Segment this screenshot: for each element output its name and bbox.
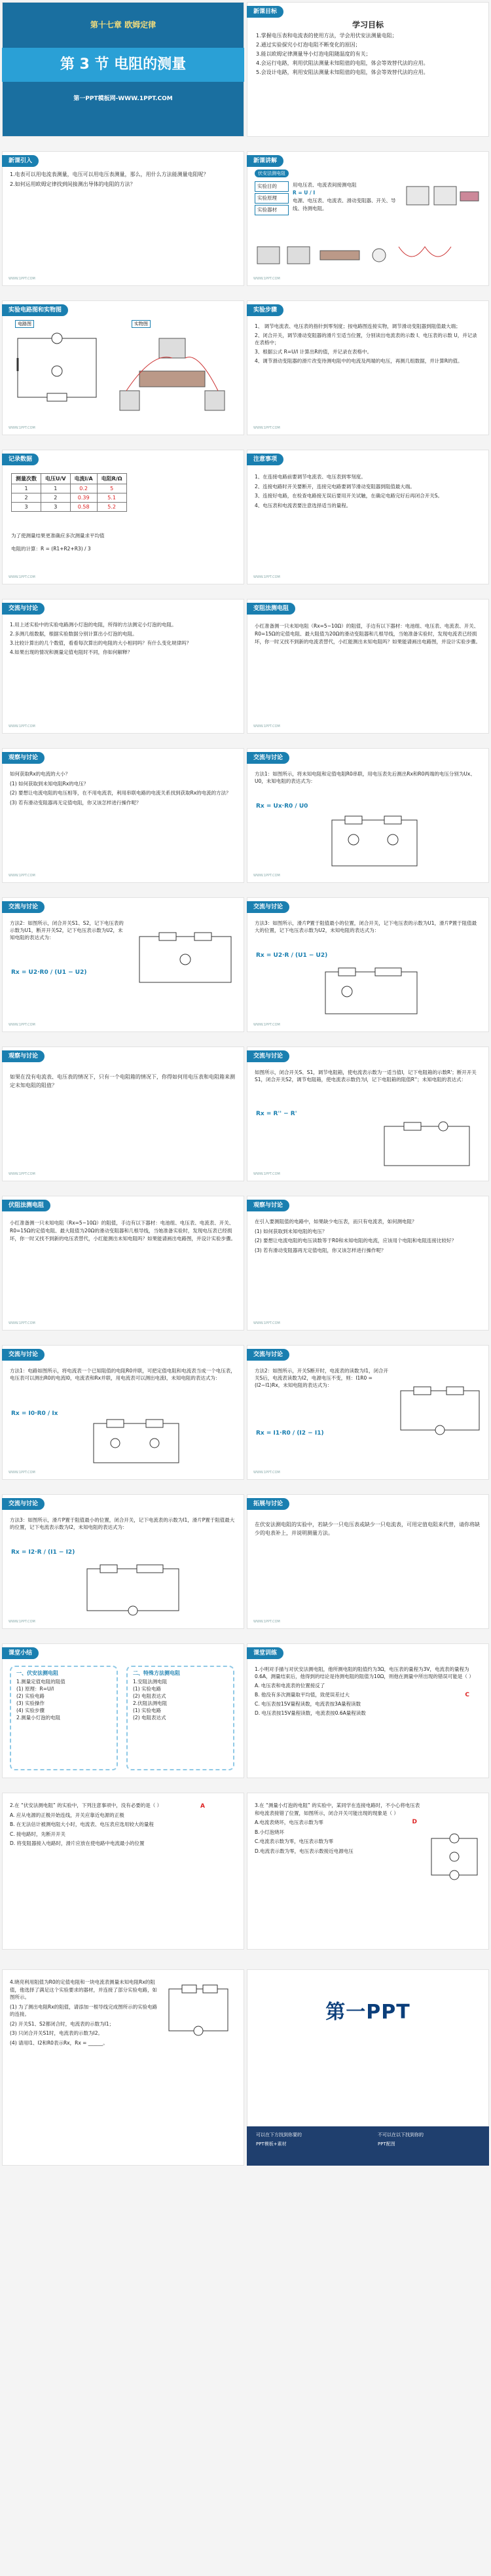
notes-slide[interactable]: [247, 450, 489, 584]
steps-banner: 实验步骤: [247, 304, 283, 316]
ammeter-icon: [111, 1439, 120, 1448]
table-cell: 2: [41, 493, 71, 503]
record-slide[interactable]: [2, 450, 244, 584]
summary-left-title: 一、伏安法测电阻: [16, 1670, 58, 1676]
ad-line[interactable]: PPT模板+素材: [256, 2141, 287, 2147]
circuit-photo: [113, 332, 238, 417]
exercise-option: A.电流表烧坏，电压表示数为零: [255, 1819, 323, 1825]
voltmeter-icon: [180, 954, 191, 965]
steps-slide[interactable]: [247, 300, 489, 435]
resistor-icon: [146, 1420, 163, 1427]
method1-text: 方法1：如图所示，将未知电阻和定值电阻R0串联，用电压表先后测出Rx和R0两端的电压分别为Ux、U0，未知电阻的表达式为：: [255, 771, 475, 784]
ad-line[interactable]: 不可以在以下找到你的: [378, 2132, 424, 2138]
exercise3-body: [255, 1802, 424, 1857]
exercise-option: A. 电压表和电流表的位置接反了: [255, 1683, 325, 1689]
discuss1-slide[interactable]: [2, 599, 244, 734]
lecture-label: 实验原理: [255, 193, 289, 204]
wire-icon: [399, 247, 451, 257]
resistor-icon: [203, 1985, 217, 1993]
lecture-slide[interactable]: [247, 151, 489, 286]
footer-url: WWW.1PPT.COM: [253, 874, 280, 878]
intro-body: [10, 171, 236, 190]
discuss2-slide[interactable]: [2, 748, 244, 883]
ammeter-text: 小红准备测一只未知电阻（Rx=5~10Ω）的阻值，手边有以下器材：电池组、电压表、电流表、开关、R0=15Ω的定值电阻、最大阻值为20Ω的滑动变阻器和几根导线，当她准备实验时，发现电压表已经损坏，你一时又找不到新的电压表替代，小红能测出未知电阻吗？如果能请画出电路图，并设计实验步骤。: [10, 1220, 236, 1242]
record-avg: 电阻的计算：R = (R1+R2+R3) / 3: [11, 546, 91, 552]
cover-chapter: 第十七章 欧姆定律: [90, 20, 156, 29]
ammeter-icon: [434, 187, 456, 205]
discuss4-banner: 观察与讨论: [247, 1200, 289, 1211]
summary-item: (1) 实验电路: [133, 1708, 162, 1713]
ad-slide[interactable]: [247, 1969, 489, 2166]
resistor-icon: [100, 1565, 117, 1573]
discuss3-banner: 观察与讨论: [2, 1050, 45, 1062]
exercise-option: B. 他没有多次测量取平均值，致使误差过大: [255, 1692, 350, 1698]
intro-item: 1.电表可以用电流表测量，电压可以用电压表测量，那么，用什么方法能测量电阻呢？: [10, 171, 209, 177]
summary-item: 1.测量定值电阻的阻值: [16, 1679, 65, 1685]
footer-url: WWW.1PPT.COM: [253, 1023, 280, 1027]
objective-item: 2.通过实验探究小灯泡电阻不断变化的原因；: [256, 42, 361, 48]
method1-formula: Rx = Ux·R0 / U0: [256, 803, 308, 810]
step-item: 3、根据公式 R=U/I 计算出R的值，并记录在表格中。: [255, 349, 372, 355]
discuss1-banner: 交流与讨论: [2, 603, 45, 615]
record-banner: 记录数据: [2, 454, 39, 465]
objective-item: 1.掌握电压表和电流表的使用方法，学会用伏安法测量电阻；: [256, 33, 397, 39]
note-item: 2、连接电路时开关要断开，连接完电路要调节滑动变阻器到阻值最大端。: [255, 483, 415, 490]
discuss-item: (3) 若有滑动变阻器再无定值电阻，你又该怎样进行操作呢？: [10, 799, 141, 806]
note-item: 4、电压表和电流表要注意选择适当的量程。: [255, 502, 352, 509]
method5-banner: 交流与讨论: [2, 1349, 45, 1361]
ad-line[interactable]: PPT配图: [378, 2141, 395, 2147]
circuit-diagram: [11, 332, 103, 410]
footer-url: WWW.1PPT.COM: [253, 724, 280, 728]
summary-item: (2) 电阻表达式: [133, 1693, 166, 1699]
method6-banner: 交流与讨论: [247, 1349, 289, 1361]
method2-slide[interactable]: [2, 897, 244, 1032]
intro-banner: 新课引入: [2, 155, 39, 167]
resistor-icon: [414, 1387, 431, 1395]
exercise-item: (3) 只闭合开关S1时，电流表的示数为I2。: [10, 2030, 103, 2036]
objective-item: 3.能以欧姆定律测量导小灯泡电阻随温度的有关；: [256, 51, 371, 57]
discuss-item: 在引入要测阻值的电路中，如果缺少电压表，而只有电流表，如何测电阻？: [255, 1219, 417, 1225]
lecture-equipment: 电源、电压表、电流表、滑动变阻器、开关、导线、待测电阻。: [293, 198, 396, 211]
footer-url: WWW.1PPT.COM: [9, 426, 35, 430]
ad-logo-box: [247, 1995, 489, 2024]
exercise2-answer: A: [200, 1803, 205, 1810]
table-cell: 0.58: [70, 503, 97, 512]
discuss3-text: 如果在没有电流表、电压表的情况下，只有一个电阻箱的情况下，你得如何用电压表和电阻箱来测定未知电阻的阻值？: [10, 1074, 235, 1088]
ammeter-icon: [435, 1425, 445, 1435]
voltmeter-icon: [388, 834, 398, 845]
summary-item: (1) 原理：R=U/I: [16, 1686, 54, 1692]
table-header: 电流I/A: [70, 474, 97, 484]
discuss-item: (1) 如何获取到未知电阻Rx的电压？: [10, 780, 89, 787]
ammeter-icon: [439, 1122, 448, 1131]
meter-illustration: [404, 180, 481, 219]
rheostat-icon: [460, 192, 479, 201]
rheostat-icon: [375, 968, 401, 976]
resistor-icon: [194, 933, 211, 940]
method4-banner: 交流与讨论: [247, 1050, 289, 1062]
discuss3-slide[interactable]: [2, 1046, 244, 1181]
table-cell: 1: [41, 484, 71, 493]
discuss5-slide[interactable]: [247, 1494, 489, 1629]
rheostat-icon: [137, 1565, 163, 1573]
exercise-option: B.小灯泡烧坏: [255, 1829, 285, 1835]
exercise1-banner: 课堂训练: [247, 1647, 283, 1659]
ad-footer: [247, 2126, 489, 2166]
steps-body: [255, 323, 481, 367]
exercise-option: C. 电压表按15V量程读数，电流表按3A量程读数: [255, 1701, 361, 1707]
discuss4-body: [255, 1218, 481, 1256]
method1-banner: 交流与讨论: [247, 752, 289, 764]
summary-item: (4) 实验步骤: [16, 1708, 45, 1713]
exercise4-circuit: [162, 1982, 238, 2041]
method4-formula: Rx = R'' − R': [256, 1111, 297, 1117]
discuss5-text: 在伏安法测电阻的实验中，若缺少一只电压表或缺少一只电流表，可用定值电阻来代替，请你将缺少的电表补上，并说明测量方法。: [255, 1522, 480, 1536]
step-item: 1、 调节电流表、电压表的指针到零刻度；按电路图连接实物，调节滑动变阻器到阻值最大端；: [255, 323, 461, 329]
method3-slide[interactable]: [247, 897, 489, 1032]
table-header: 电阻R/Ω: [97, 474, 126, 484]
discuss-item: 1.用上述实验中的实验电路测小灯泡的电阻，所得的方法测定小灯泡的电阻。: [10, 622, 177, 628]
ammeter-icon: [450, 1870, 459, 1880]
step-item: 2、闭合开关，调节滑动变阻器的滑片至适当位置，分别读出电流表的示数 I、电压表的示数 U，并记录在表格中；: [255, 332, 477, 346]
footer-url: WWW.1PPT.COM: [253, 575, 280, 579]
summary-right-box: [126, 1666, 234, 1770]
lecture-formula: R = U / I: [293, 190, 316, 196]
discuss2-body: [10, 770, 236, 808]
rheostat-icon: [320, 251, 359, 260]
method7-banner: 交流与讨论: [2, 1498, 45, 1510]
footer-url: WWW.1PPT.COM: [9, 724, 35, 728]
method5-circuit: [87, 1417, 185, 1472]
method6-slide[interactable]: [247, 1345, 489, 1480]
exercise-question: 4.晓亮利用阻值为R0的定值电阻和一块电流表测量未知电阻Rx的阻值，他选择了满足这个实验要求的器材，并连接了部分实验电路，如图所示。: [10, 1979, 157, 2000]
method4-text: 如图所示，闭合开关S、S1，调节电阻箱，使电流表示数为一适当值I，记下电阻箱的示数R'；断开开关S1，闭合开关S2，调节电阻箱，使电流表示数仍为I，记下电阻箱的阻值R''；未知电阻的表达式：: [255, 1069, 477, 1082]
footer-url: WWW.1PPT.COM: [9, 575, 35, 579]
method6-text: 方法2：如图所示，开关S断开时，电流表的读数为I1，闭合开关S后，电流表读数为I2，电源电压不变，则：I1R0 = (I2−I1)Rx，未知电阻的表达式为：: [255, 1368, 389, 1388]
voltmeter-icon: [52, 366, 62, 376]
table-cell: 5.2: [97, 503, 126, 512]
method4-circuit: [378, 1120, 476, 1175]
circuit-photo-label: 实物图: [132, 320, 151, 328]
exercise-item: (4) 请用I1、I2和R0表示Rx，Rx = ______。: [10, 2039, 108, 2046]
footer-url: WWW.1PPT.COM: [253, 1471, 280, 1475]
discuss-item: (2) 要想让电流电阻的电压相等，在不用电流表，利用串联电路的电流关系找到获取Rx的电流的方法？: [10, 790, 231, 796]
exercise-option: C.电流表示数为零，电压表示数为零: [255, 1838, 334, 1844]
exercise1-body: [255, 1666, 481, 1719]
discuss-item: (1) 如何获取到未知电阻的电压？: [255, 1228, 327, 1234]
exercise4-body: [10, 1978, 159, 2048]
summary-banner: 课堂小结: [2, 1647, 39, 1659]
variant-banner: 变阻法测电阻: [247, 603, 295, 615]
table-row: [12, 484, 127, 493]
ammeter-icon: [194, 2026, 203, 2035]
table-cell: 3: [12, 503, 41, 512]
table-cell: 0.2: [70, 484, 97, 493]
exercise-option: D. 电压表按15V量程读数，电流表按0.6A量程读数: [255, 1710, 366, 1716]
method7-text: 方法3：如图所示，滑片P置于阻值最小的位置，闭合开关，记下电流表的示数为I1，滑片P置于阻值最大的位置，记下电流表示数为I2，未知电阻的表达式为：: [10, 1517, 235, 1530]
method2-banner: 交流与讨论: [2, 901, 45, 913]
lecture-desc-block: [293, 181, 397, 213]
summary-left-box: [10, 1666, 118, 1770]
circuit-diagram-label: 电路图: [15, 320, 34, 328]
table-header: 电压U/V: [41, 474, 71, 484]
voltmeter-icon: [348, 834, 359, 845]
step-item: 4、调节滑动变阻器的滑片改变待测电阻中的电流及两端的电压，再测几组数据，并计算R的值。: [255, 358, 463, 364]
exercise1-answer: C: [465, 1692, 469, 1698]
table-cell: 0.39: [70, 493, 97, 503]
footer-url: WWW.1PPT.COM: [253, 426, 280, 430]
table-cell: 5.1: [97, 493, 126, 503]
equipment-illustration: [255, 234, 481, 273]
footer-url: WWW.1PPT.COM: [9, 1023, 35, 1027]
discuss-item: 4.如果出现的情况和测量定值电阻时不同，你如何解释？: [10, 649, 133, 655]
discuss-item: 如何获取Rx的电流的大小？: [10, 771, 71, 777]
method6-formula: Rx = I1·R0 / (I2 − I1): [256, 1430, 324, 1437]
lecture-tag: 伏安法测电阻: [255, 170, 289, 177]
exercise3-answer: D: [412, 1819, 417, 1825]
cover-url: 第一PPT模板网-WWW.1PPT.COM: [73, 96, 173, 102]
method3-formula: Rx = U2·R / (U1 − U2): [256, 952, 328, 959]
footer-url: WWW.1PPT.COM: [9, 874, 35, 878]
variant-text: 小红准备测一只未知电阻（Rx=5~10Ω）的阻值，手边有以下器材：电池组、电压表、电流表、开关、R0=15Ω的定值电阻、最大阻值为20Ω的滑动变阻器和几根导线，当她准备实验时，发现电流表已经损坏，你一时又找不到新的电流表替代，小红能测出未知电阻吗？如果能请画出电路图，并设计实验步骤。: [255, 623, 481, 645]
footer-url: WWW.1PPT.COM: [9, 1620, 35, 1624]
variant-slide[interactable]: [247, 599, 489, 734]
method3-circuit: [319, 965, 424, 1024]
footer-url: WWW.1PPT.COM: [253, 1172, 280, 1176]
cover-slide[interactable]: [2, 2, 244, 137]
voltmeter-icon: [450, 1834, 459, 1843]
notes-body: [255, 473, 481, 511]
exercise-question: 2.在 “伏安法测电阻” 的实验中，下列注意事项中，没有必要的是（ ）: [10, 1802, 162, 1808]
exercise-option: D. 将变阻器接入电路时，滑片应放在使电路中电流最小的位置: [10, 1840, 145, 1846]
exercise2-slide[interactable]: [2, 1793, 244, 1950]
record-table: [11, 473, 127, 512]
table-row: [12, 493, 127, 503]
method5-formula: Rx = I0·R0 / Ix: [11, 1410, 58, 1417]
summary-item: 2.测量小灯泡的电阻: [16, 1715, 61, 1721]
summary-item: (2) 电阻表达式: [133, 1715, 166, 1721]
objectives-banner: 新课目标: [247, 6, 283, 18]
objectives-slide[interactable]: [247, 2, 489, 137]
exercise-option: A. 应从电源的正极开始连线，开关应靠近电源的正极: [10, 1812, 124, 1818]
exercise-question: 3.在 “测量小灯泡的电阻” 的实验中，某同学在连接电路时，不小心将电压表和电流表接错了位置，如图所示，闭合开关可能出现的现象是（ ）: [255, 1802, 420, 1816]
notes-banner: 注意事项: [247, 454, 283, 465]
resistor-icon: [384, 816, 401, 824]
footer-url: WWW.1PPT.COM: [253, 1321, 280, 1325]
discuss-item: (2) 要想让电流电阻的电压读数等于R0和未知电阻的电流，应该用个电阻和电阻连接比较好？: [255, 1238, 456, 1243]
method4-slide[interactable]: [247, 1046, 489, 1181]
method5-slide[interactable]: [2, 1345, 244, 1480]
discuss-item: (3) 若有滑动变阻器再无定值电阻，你又该怎样进行操作呢？: [255, 1247, 386, 1253]
ad-logo: 第一PPT: [325, 2001, 410, 2024]
objective-item: 5.会设计电路，利用安阻法测量未知阻值的电阻，体会等效替代法的应用。: [256, 69, 429, 75]
footer-url: WWW.1PPT.COM: [9, 277, 35, 281]
discuss5-banner: 拓展与讨论: [247, 1498, 289, 1510]
footer-url: WWW.1PPT.COM: [253, 1620, 280, 1624]
method2-text: 方法2：如图所示，闭合开关S1、S2，记下电压表的示数为U1，断开开关S2，记下电压表示数为U2，未知电阻的表达式为：: [10, 920, 124, 940]
cover-title: 第 3 节 电阻的测量: [60, 56, 187, 73]
method6-circuit: [394, 1378, 486, 1443]
exercise-item: (2) 开关S1、S2都闭合时，电流表的示数为I1；: [10, 2020, 115, 2027]
footer-url: WWW.1PPT.COM: [9, 1172, 35, 1176]
resistor-icon: [404, 1122, 421, 1130]
summary-right-title: 二、特殊方法测电阻: [133, 1670, 180, 1676]
table-row: [12, 503, 127, 512]
objectives-list: [256, 32, 480, 78]
exercise-option: D.电流表示数为零，电压表示数接近电源电压: [255, 1848, 354, 1854]
summary-item: (2) 实验电路: [16, 1693, 45, 1699]
circuit-slide[interactable]: [2, 300, 244, 435]
intro-item: 2.如何运用欧姆定律找到间接测出导体的电阻的方法？: [10, 181, 136, 187]
lecture-banner: 新课讲解: [247, 155, 283, 167]
lecture-label: 实验目的: [255, 181, 289, 192]
lecture-label: 实验器材: [255, 205, 289, 215]
summary-item: 1.安阻法测电阻: [133, 1679, 168, 1685]
method7-circuit: [81, 1562, 185, 1621]
resistor-icon: [107, 1420, 124, 1427]
method3-banner: 交流与讨论: [247, 901, 289, 913]
objectives-heading: 学习目标: [352, 20, 384, 29]
method5-text: 方法1：电路如图所示，将电流表一个已知阻值的电阻R0并联，可把定值电阻和电流表当成一个电压表，电压表可以测出R0的电流I0，电流表和Rx并联，用电流表可以测出电流I，未知电阻的表达式为：: [10, 1368, 236, 1381]
ammeter-icon: [150, 1439, 159, 1448]
summary-item: (3) 实验操作: [16, 1700, 45, 1706]
method2-formula: Rx = U2·R0 / (U1 − U2): [11, 969, 87, 976]
method7-formula: Rx = I2·R / (I1 − I2): [11, 1549, 75, 1556]
battery-icon: [287, 247, 310, 264]
exercise4-slide[interactable]: [2, 1969, 244, 2166]
resistor-icon: [159, 933, 176, 940]
table-cell: 1: [12, 484, 41, 493]
resistor-icon: [182, 1985, 196, 1993]
summary-slide[interactable]: [2, 1643, 244, 1778]
table-cell: 3: [41, 503, 71, 512]
note-item: 1、在连接电路前要调节电流表、电压表到零刻度。: [255, 474, 366, 480]
table-header-row: [12, 474, 127, 484]
footer-url: WWW.1PPT.COM: [253, 277, 280, 281]
method1-circuit: [325, 814, 424, 872]
table-header: 测量次数: [12, 474, 41, 484]
resistor-icon: [345, 816, 362, 824]
footer-url: WWW.1PPT.COM: [9, 1471, 35, 1475]
exercise3-slide[interactable]: [247, 1793, 489, 1950]
discuss-item: 3.比较计算出的几个数值，看看每次算出的电阻的大小相同吗？有什么变化规律吗？: [10, 640, 192, 646]
voltmeter-icon: [342, 986, 352, 997]
method1-slide[interactable]: [247, 748, 489, 883]
table-cell: 2: [12, 493, 41, 503]
footer-url: WWW.1PPT.COM: [9, 1321, 35, 1325]
voltmeter-icon: [407, 187, 429, 205]
ammeter-banner: 伏阻法测电阻: [2, 1200, 50, 1211]
lecture-desc: 用电压表、电流表间接测电阻: [293, 182, 357, 188]
battery-icon: [257, 247, 280, 264]
objective-item: 4.会运行电路，利用伏阻法测量未知阻值的电阻，体会等效替代法的应用。: [256, 60, 429, 66]
discuss2-banner: 观察与讨论: [2, 752, 45, 764]
table-cell: 5: [97, 484, 126, 493]
exercise-question: 1.小明对手描与对伏安法测电阻，他所测电阻的阻值约为3Ω，电压表的量程为3V，电流表的量程为0.6A，测量结束后，他得到的结论是待测电阻的阻值为10Ω，则他在测量中所出现的错误可能是（ ）: [255, 1666, 474, 1679]
record-note: 为了使测量结果更准确应多次测量求平均值: [11, 533, 105, 539]
exercise-item: (1) 为了测出电阻Rx的阻值，请添加一根导线完成图所示的实验电路的连接。: [10, 2003, 158, 2017]
method3-text: 方法3：如图所示，滑片P置于阻值最小的位置，闭合开关，记下电压表的示数为U1，滑片P置于阻值最大的位置，记下电压表示数为U2，未知电阻的表达式为：: [255, 920, 477, 933]
lecture-labels: [255, 181, 289, 215]
ammeter-icon: [52, 333, 62, 344]
exercise3-circuit: [425, 1832, 484, 1884]
exercise-option: C. 接电路时，先断开开关: [10, 1831, 66, 1837]
switch-icon: [373, 249, 386, 262]
discuss4-slide[interactable]: [247, 1196, 489, 1331]
exercise1-slide[interactable]: [247, 1643, 489, 1778]
summary-item: (1) 实验电路: [133, 1686, 162, 1692]
circuit-banner: 实验电路图和实物图: [2, 304, 68, 316]
method7-slide[interactable]: [2, 1494, 244, 1629]
ad-line[interactable]: 可以在下方找到你要的: [256, 2132, 302, 2138]
exercise-option: B. 在无法估计被测电阻大小时，电流表、电压表应选用较大的量程: [10, 1821, 154, 1827]
summary-item: 2.伏阻法测电阻: [133, 1700, 168, 1706]
note-item: 3、连接好电路，在检查电路接无误后要用开关试触，在确定电路完好后再闭合开关S。: [255, 493, 443, 499]
intro-slide[interactable]: [2, 151, 244, 286]
resistor-icon: [446, 1387, 464, 1395]
resistor-icon: [338, 968, 355, 976]
ammeter-icon: [128, 1606, 137, 1615]
lamp-icon: [450, 1852, 459, 1861]
discuss1-body: [10, 621, 236, 658]
ammeter-slide[interactable]: [2, 1196, 244, 1331]
method2-circuit: [133, 923, 238, 995]
resistor-icon: [47, 393, 67, 401]
discuss-item: 2.多测几组数据，根据实验数据分别计算出小灯泡的电阻。: [10, 631, 137, 637]
